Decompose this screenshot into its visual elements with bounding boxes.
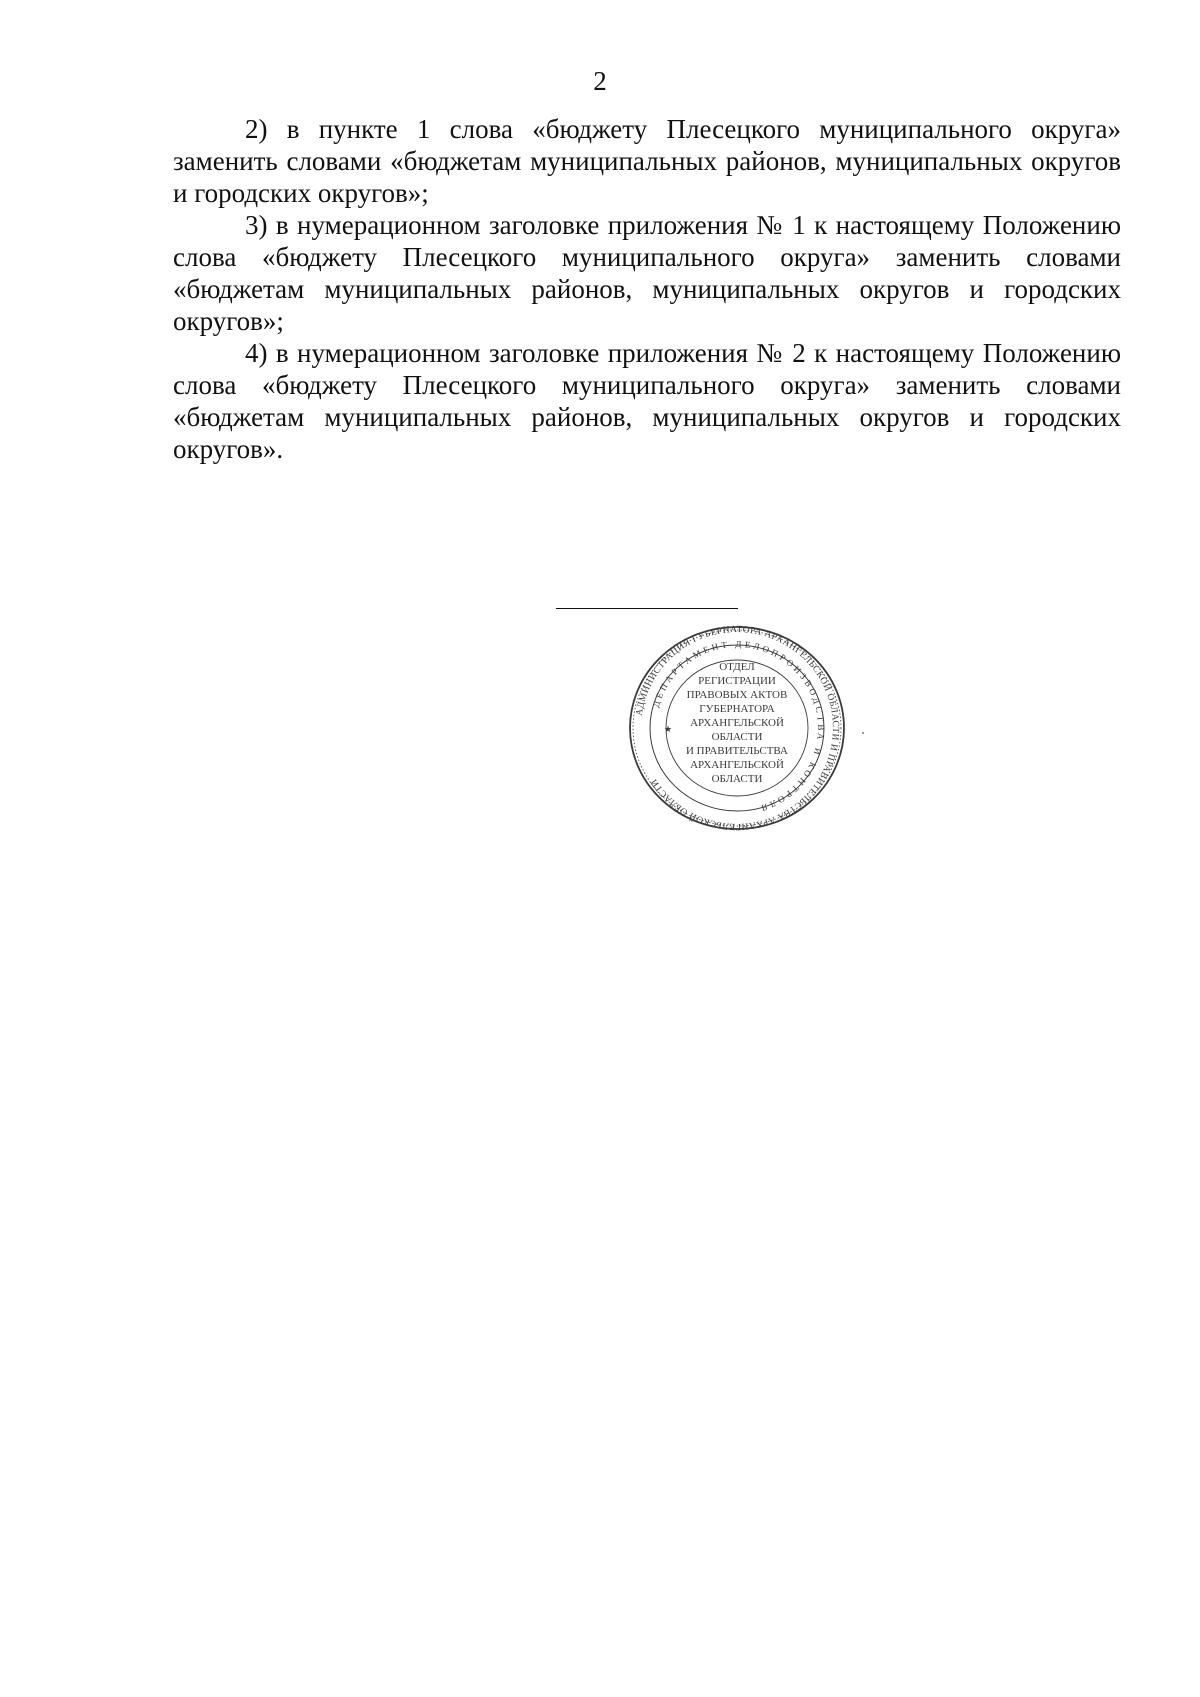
paragraph-item-2: 2) в пункте 1 слова «бюджету Плесецкого муниципального округа» заменить словами «бюджетам муниципальных районов, муниципальных округов и городских округов»; <box>173 114 1121 208</box>
seal-center-line: РЕГИСТРАЦИИ <box>698 675 776 687</box>
seal-center-line: ОТДЕЛ <box>719 661 755 673</box>
seal-center-line: ОБЛАСТИ <box>711 731 763 743</box>
seal-center-line: И ПРАВИТЕЛЬСТВА <box>685 745 789 757</box>
page-number: 2 <box>593 66 607 96</box>
seal-inner-ring-text: ДЕПАРТАМЕНТ ДЕЛОПРОИЗВОДСТВА И КОНТРОЛЯ <box>650 638 827 814</box>
document-body <box>173 113 1121 465</box>
seal-outer-ring-text: АДМИНИСТРАЦИЯ ГУБЕРНАТОРА АРХАНГЕЛЬСКОЙ ОБЛАСТИ И ПРАВИТЕЛЬСТВА АРХАНГЕЛЬСКОЙ ОБЛАСТИ <box>634 624 841 832</box>
seal-center-line: АРХАНГЕЛЬСКОЙ <box>690 759 784 771</box>
paragraph-item-3: 3) в нумерационном заголовке приложения № 1 к настоящему Положению слова «бюджету Плесецкого муниципального округа» заменить словами «бюджетам муниципальных районов, муниципальных округов и городских округов»; <box>173 210 1121 336</box>
scan-speck <box>862 732 864 734</box>
official-seal-stamp <box>628 624 846 832</box>
seal-center-line: ГУБЕРНАТОРА <box>699 703 775 715</box>
end-of-text-separator <box>556 608 738 609</box>
seal-center-line: ОБЛАСТИ <box>711 773 763 785</box>
paragraph-item-4: 4) в нумерационном заголовке приложения № 2 к настоящему Положению слова «бюджету Плесецкого муниципального округа» заменить словами «бюджетам муниципальных районов, муниципальных округов и городских округов». <box>173 338 1121 464</box>
seal-center-text <box>686 661 788 785</box>
seal-center-line: ПРАВОВЫХ АКТОВ <box>686 689 788 701</box>
seal-center-line: АРХАНГЕЛЬСКОЙ <box>690 717 784 729</box>
seal-star-left: ★ <box>663 724 673 734</box>
